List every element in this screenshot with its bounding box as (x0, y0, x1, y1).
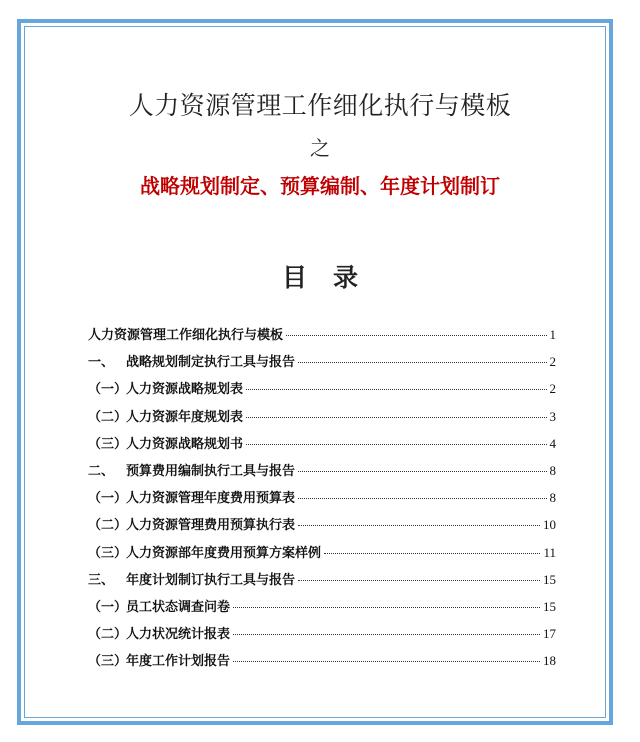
toc-entry-label: （三）年度工作计划报告 (88, 650, 230, 669)
toc-entry-page: 10 (543, 517, 556, 533)
toc-entry[interactable] (88, 542, 556, 569)
toc-entry[interactable] (88, 623, 556, 650)
toc-entry[interactable] (88, 406, 556, 433)
toc-entry-page: 8 (549, 490, 556, 506)
toc-leader-dots (246, 444, 546, 445)
toc-entry-number: （二） (88, 409, 128, 425)
toc-entry-number: （一） (88, 599, 128, 615)
toc-entry-number: （二） (88, 627, 128, 643)
toc-entry-page: 17 (543, 626, 556, 642)
toc-entry[interactable] (88, 487, 556, 514)
toc-entry[interactable] (88, 569, 556, 596)
toc-entry[interactable] (88, 324, 556, 351)
toc-entry-number: 三、 (88, 572, 115, 588)
toc-entry-number: （三） (88, 654, 128, 670)
toc-entry-label: （一）人力资源战略规划表 (88, 378, 243, 397)
toc-entry-page: 2 (549, 354, 556, 370)
toc-entry-number: （一） (88, 491, 128, 507)
toc-entry-page: 8 (549, 462, 556, 478)
toc-entry-page: 15 (543, 571, 556, 587)
toc-entry-page: 15 (543, 598, 556, 614)
title-connector: 之 (310, 136, 330, 160)
toc-leader-dots (298, 525, 540, 526)
toc-leader-dots (233, 634, 540, 635)
document-title: 人力资源管理工作细化执行与模板 (128, 91, 512, 120)
toc-leader-dots (286, 335, 546, 336)
toc-entry[interactable] (88, 351, 556, 378)
table-of-contents (88, 324, 556, 677)
toc-leader-dots (298, 362, 546, 363)
toc-entry-label: （二）人力状况统计报表 (88, 623, 230, 642)
toc-entry[interactable] (88, 650, 556, 677)
toc-leader-dots (233, 607, 540, 608)
toc-leader-dots (233, 661, 540, 662)
toc-entry-label: 二、 预算费用编制执行工具与报告 (88, 460, 295, 479)
toc-entry-number: （二） (88, 518, 128, 534)
toc-leader-dots (246, 389, 546, 390)
toc-leader-dots (298, 498, 546, 499)
toc-entry-number: （一） (88, 382, 128, 398)
toc-entry-label: （一）人力资源管理年度费用预算表 (88, 487, 295, 506)
toc-entry-page: 4 (549, 435, 556, 451)
toc-entry-label: （三）人力资源部年度费用预算方案样例 (88, 542, 321, 561)
toc-entry-label: （二）人力资源管理费用预算执行表 (88, 514, 295, 533)
toc-entry[interactable] (88, 460, 556, 487)
toc-entry-page: 1 (549, 327, 556, 342)
toc-entry[interactable] (88, 378, 556, 405)
toc-leader-dots (324, 553, 540, 554)
toc-entry-label: 三、 年度计划制订执行工具与报告 (88, 569, 295, 588)
toc-entry-number: （三） (88, 436, 128, 452)
toc-entry-label: （二）人力资源年度规划表 (88, 406, 243, 425)
toc-leader-dots (246, 417, 546, 418)
toc-entry-number: 二、 (88, 463, 115, 479)
toc-leader-dots (298, 471, 546, 472)
document-subtitle: 战略规划制定、预算编制、年度计划制订 (140, 174, 500, 198)
toc-entry-label: （一）员工状态调查问卷 (88, 596, 230, 615)
toc-entry-page: 18 (543, 653, 556, 669)
toc-entry-page: 11 (543, 544, 556, 560)
toc-entry-label: （三）人力资源战略规划书 (88, 433, 243, 452)
toc-entry[interactable] (88, 514, 556, 541)
toc-entry-page: 3 (549, 408, 556, 424)
toc-entry-number: 一、 (88, 355, 115, 371)
toc-entry[interactable] (88, 596, 556, 623)
toc-heading: 目录 (281, 263, 384, 292)
toc-entry-number: （三） (88, 545, 128, 561)
toc-entry[interactable] (88, 433, 556, 460)
toc-entry-label: 一、 战略规划制定执行工具与报告 (88, 351, 295, 370)
toc-leader-dots (298, 580, 540, 581)
toc-entry-label: 人力资源管理工作细化执行与模板 (88, 328, 284, 343)
toc-entry-page: 2 (549, 381, 556, 397)
